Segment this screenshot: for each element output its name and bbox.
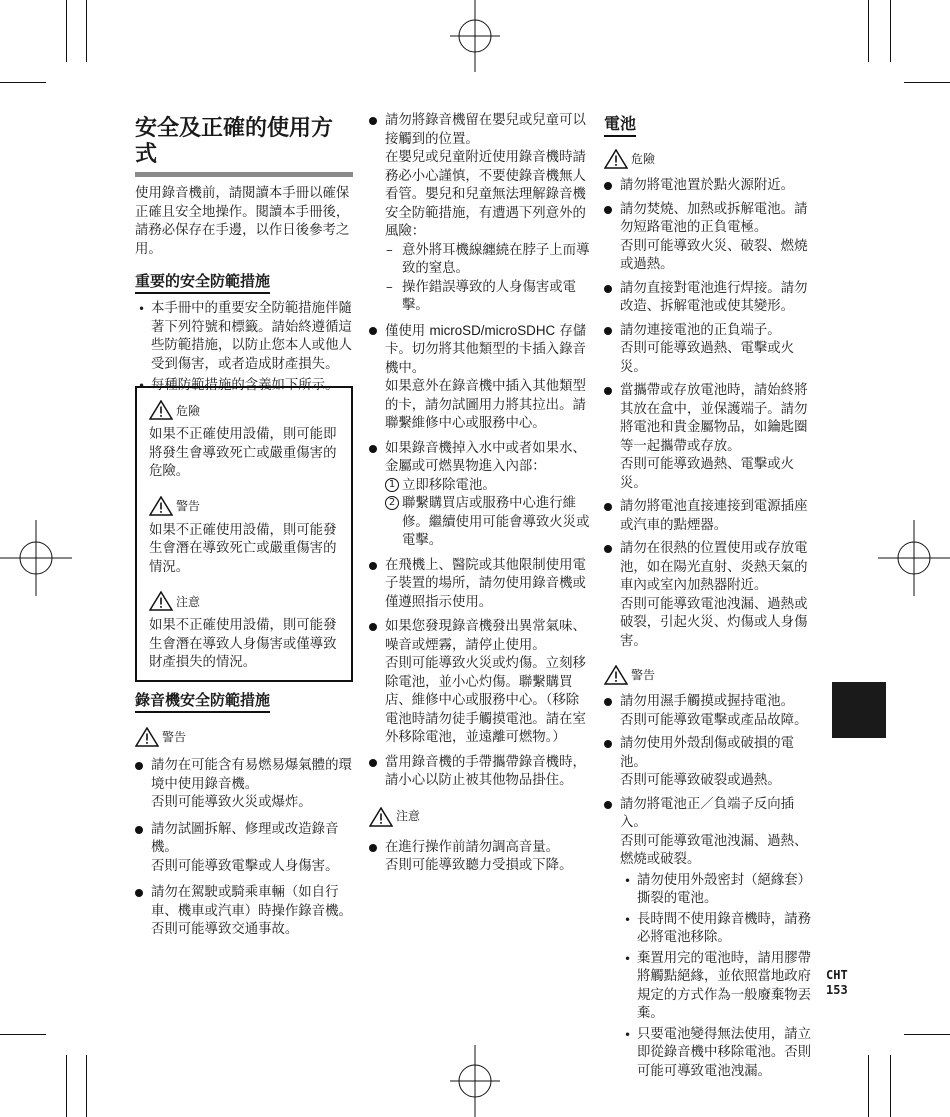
sub-item: • 只要電池變得無法使用，請立即從錄音機中移除電池。否則可能可導致電池洩漏。	[620, 1026, 816, 1082]
warning-triangle-icon	[369, 807, 393, 827]
danger-text: 如果不正確使用設備，則可能即將發生會導致死亡或嚴重傷害的危險。	[149, 427, 337, 479]
warning-triangle-icon	[149, 496, 173, 516]
language-code: CHT	[826, 968, 848, 982]
column-1	[135, 116, 353, 396]
list-item	[369, 557, 591, 613]
registration-mark-bottom	[440, 1045, 510, 1117]
item-main-part: 存儲卡。切勿將其他類型的卡插入錄音機中。	[385, 323, 587, 376]
caution-label: 注意	[176, 594, 201, 609]
numbered-step	[385, 477, 591, 496]
column-3	[604, 114, 816, 1081]
item-note: 否則可能導致火災或灼傷。立刻移除電池，並小心灼傷。聯繫購買店、維修中心或服務中心。（移除電池時請勿徒手觸摸電池。請在室外移除電池，並遠離可燃物。）	[385, 656, 586, 745]
list-item	[135, 757, 353, 813]
registration-mark-left	[0, 520, 72, 596]
item-main: 在飛機上、醫院或其他限制使用電子裝置的場所，請勿使用錄音機或僅遵照指示使用。	[385, 557, 586, 610]
list-item	[604, 201, 816, 275]
item-note: 否則可能導致聽力受損或下降。	[385, 858, 573, 873]
list-item	[604, 498, 816, 535]
item-main	[385, 322, 591, 379]
dash-item: – 操作錯誤導致的人身傷害或電擊。	[385, 279, 591, 316]
card-type: microSD/microSDHC	[429, 322, 556, 338]
column-2	[369, 112, 591, 876]
sub-item: • 長時間不使用錄音機時，請務必將電池移除。	[620, 911, 816, 948]
warning-label: 警告	[176, 499, 201, 513]
step-number: 1	[385, 478, 399, 492]
item-main: 請勿將電池正／負端子反向插入。	[620, 796, 795, 830]
page-number: 153	[826, 983, 848, 997]
list-item: • 每種防範措施的含義如下所示。	[135, 377, 353, 396]
list-item	[604, 322, 816, 378]
list-item	[604, 693, 816, 730]
warning-header	[135, 725, 353, 749]
item-main: 請勿將電池直接連接到電源插座或汽車的點煙器。	[620, 499, 808, 533]
caution-header	[369, 805, 591, 829]
warning-triangle-icon	[604, 665, 628, 685]
item-note: 否則可能導致過熱、電擊或火災。	[620, 341, 795, 375]
item-note: 否則可能導致電池洩漏、過熱或破裂，引起火災、灼傷或人身傷害。	[620, 596, 808, 649]
warning-triangle-icon	[604, 149, 628, 169]
item-note: 否則可能導致破裂或過熱。	[620, 773, 781, 788]
list-item	[135, 884, 353, 940]
list-item	[135, 821, 353, 877]
list-item	[604, 735, 816, 791]
sub-item: • 棄置用完的電池時，請用膠帶將觸點絕緣，並依照當地政府規定的方式作為一般廢棄物丟棄。	[620, 950, 816, 1024]
list-item	[604, 382, 816, 493]
item-note: 否則可能導致電擊或人身傷害。	[151, 858, 339, 874]
step-number: 2	[385, 496, 399, 510]
item-main: 請勿在駕駛或騎乘車輛（如自行車、機車或汽車）時操作錄音機。	[151, 885, 352, 919]
list-item	[369, 618, 591, 748]
item-note: 如果意外在錄音機中插入其他類型的卡，請勿試圖用力將其拉出。請聯繫維修中心或服務中心。	[385, 379, 586, 431]
list-item	[604, 177, 816, 196]
hazard-legend-box	[135, 386, 353, 682]
caution-header	[149, 589, 339, 613]
step-text: 聯繫購買店或服務中心進行維修。繼續使用可能會導致火災或電擊。	[402, 496, 590, 548]
item-note: 否則可能導致電擊或產品故障。	[620, 712, 808, 728]
item-main: 請勿焚燒、加熱或拆解電池。請勿短路電池的正負電極。	[620, 201, 808, 235]
warning-triangle-icon	[149, 591, 173, 611]
column-1-lower	[135, 690, 353, 940]
list-item	[369, 112, 591, 316]
registration-mark-top	[440, 0, 510, 72]
warning-header	[604, 663, 816, 687]
sub-item: • 請勿使用外殼密封（絕緣套）撕裂的電池。	[620, 872, 816, 909]
list-item	[369, 839, 591, 876]
warning-label: 警告	[631, 667, 656, 682]
item-main: 如果您發現錄音機發出異常氣味、噪音或煙霧，請停止使用。	[385, 619, 586, 653]
step-text: 立即移除電池。	[402, 477, 496, 493]
item-note: 否則可能導致火災、破裂、燃燒或過熱。	[620, 238, 808, 272]
item-main: 請勿在可能含有易燃易爆氣體的環境中使用錄音機。	[151, 758, 352, 792]
item-note: 否則可能導致交通事故。	[151, 922, 299, 937]
item-main: 當攜帶或存放電池時，請始終將其放在盒中，並保護端子。請勿將電池和貴金屬物品，如鑰匙圈等一起攜帶或存放。	[620, 383, 808, 454]
list-item: • 本手冊中的重要安全防範措施伴隨著下列符號和標籤。請始終遵循這些防範措施，以防止您本人或他人受到傷害，或者造成財產損失。	[135, 300, 353, 374]
danger-header	[604, 147, 816, 171]
list-item	[369, 754, 591, 791]
item-main-part: 僅使用	[385, 323, 430, 339]
numbered-step	[385, 495, 591, 551]
item-main: 請勿連接電池的正負端子。	[620, 322, 781, 338]
section-thumb-tab	[832, 682, 886, 738]
item-note: 在嬰兒或兒童附近使用錄音機時請務必小心謹慎，不要使錄音機無人看管。嬰兒和兒童無法理解錄音機安全防範措施，有遭遇下列意外的風險：	[385, 150, 586, 239]
section-heading-battery: 電池	[604, 114, 636, 137]
page-footer	[826, 968, 848, 998]
warning-triangle-icon	[135, 727, 159, 747]
item-main: 請勿用濕手觸摸或握持電池。	[620, 694, 795, 709]
danger-label: 危險	[176, 403, 201, 418]
item-main: 請勿將錄音機留在嬰兒或兒童可以接觸到的位置。	[385, 113, 586, 147]
caution-label: 注意	[396, 809, 421, 824]
item-main: 當用錄音機的手帶攜帶錄音機時，請小心以防止被其他物品掛住。	[385, 754, 586, 788]
registration-mark-right	[878, 520, 950, 596]
item-note: 否則可能導致電池洩漏、過熱、燃燒或破裂。	[620, 833, 808, 867]
section-heading-important-safety: 重要的安全防範措施	[135, 271, 270, 294]
danger-label: 危險	[631, 151, 656, 166]
danger-header	[149, 398, 339, 422]
warning-text: 如果不正確使用設備，則可能發生會潛在導致死亡或嚴重傷害的情況。	[149, 522, 337, 575]
list-item	[604, 280, 816, 317]
intro-text: 使用錄音機前，請閱讀本手冊以確保正確且安全地操作。閱讀本手冊後，請務必保存在手邊，以作日後參考之用。	[135, 186, 350, 257]
item-main: 如果錄音機掉入水中或者如果水、金屬或可燃異物進入內部：	[385, 440, 586, 474]
item-main: 請勿直接對電池進行焊接。請勿改造、拆解電池或使其變形。	[620, 280, 808, 314]
caution-text: 如果不正確使用設備，則可能發生會潛在導致人身傷害或僅導致財產損失的情況。	[149, 618, 337, 670]
item-main: 請勿使用外殼刮傷或破損的電池。	[620, 736, 795, 770]
item-main: 在進行操作前請勿調高音量。	[385, 839, 560, 855]
item-main: 請勿將電池置於點火源附近。	[620, 178, 795, 193]
item-note: 否則可能導致過熱、電擊或火災。	[620, 457, 795, 491]
list-item	[369, 322, 591, 434]
section-heading-recorder-safety: 錄音機安全防範措施	[135, 690, 270, 713]
dash-item: – 意外將耳機線纏繞在脖子上而導致的窒息。	[385, 242, 591, 279]
list-item	[604, 796, 816, 1082]
list-item	[369, 440, 591, 551]
item-note: 否則可能導致火災或爆炸。	[151, 795, 312, 810]
warning-header	[149, 494, 339, 518]
item-main: 請勿試圖拆解、修理或改造錄音機。	[151, 821, 339, 855]
item-main: 請勿在很熱的位置使用或存放電池，如在陽光直射、炎熱天氣的車內或室內加熱器附近。	[620, 541, 808, 593]
page-title: 安全及正確的使用方式	[135, 116, 353, 177]
list-item	[604, 540, 816, 651]
warning-triangle-icon	[149, 400, 173, 420]
warning-label: 警告	[162, 729, 187, 744]
